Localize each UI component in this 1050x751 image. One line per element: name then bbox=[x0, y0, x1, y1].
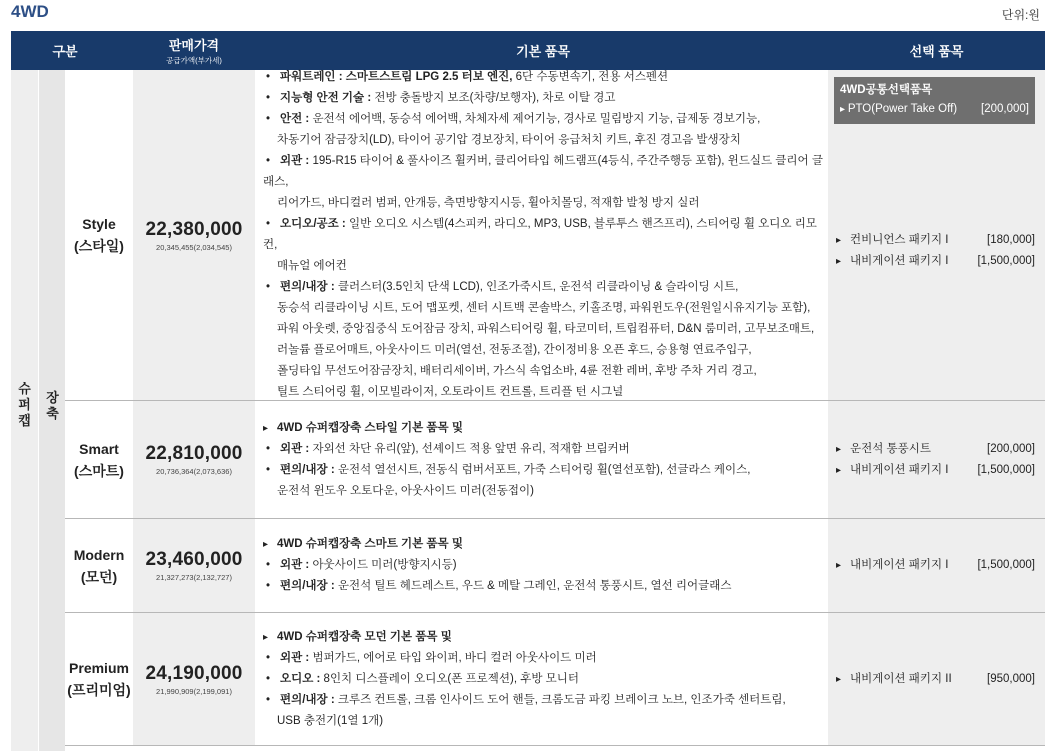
trim-name: Modern (모던) bbox=[73, 546, 125, 585]
option-item: ▸ 내비게이션 패키지 I [1,500,000] bbox=[836, 460, 1035, 481]
basic-item: • 파워트레인 : 스마트스트림 LPG 2.5 터보 엔진, 6단 수동변속기, 전용 서스펜션 bbox=[263, 67, 823, 88]
header-basic: 기본 품목 bbox=[516, 44, 570, 59]
basic-item: ▸ 4WD 슈퍼캡장축 스타일 기본 품목 및 bbox=[263, 418, 823, 439]
trim-row bbox=[65, 401, 1045, 519]
body-length-label: 장 축 bbox=[46, 390, 59, 421]
basic-item: • 지능형 안전 기술 : 전방 충돌방지 보조(차량/보행자), 차로 이탈 경고 bbox=[263, 88, 823, 109]
basic-item: • 오디오 : 8인치 디스플레이 오디오(폰 프로젝션), 후방 모니터 bbox=[263, 669, 823, 690]
basic-item: 운전석 윈도우 오토다운, 아웃사이드 미러(전동접이) bbox=[277, 484, 534, 497]
body-length-column bbox=[38, 70, 65, 751]
trim-price bbox=[133, 519, 255, 612]
page-title: 4WD bbox=[11, 2, 49, 21]
trim-name: Premium (프리미엄) bbox=[67, 660, 131, 698]
header-options: 선택 품목 bbox=[909, 44, 964, 59]
basic-item: • 편의/내장 : 운전석 열선시트, 전동식 럼버서포트, 가죽 스티어링 휠(열선포함), 선글라스 케이스, bbox=[263, 460, 823, 481]
option-item: ▸ 운전석 통풍시트 [200,000] bbox=[836, 439, 1035, 460]
basic-item: • 외관 : 195-R15 타이어 & 풀사이즈 휠커버, 클리어타입 헤드램프(4등식, 주간주행등 포함), 윈드실드 클리어 글래스, bbox=[263, 151, 823, 193]
basic-item: 매뉴얼 에어컨 bbox=[277, 260, 347, 272]
basic-items bbox=[263, 70, 823, 400]
basic-item: • 오디오/공조 : 일반 오디오 시스템(4스피커, 라디오, MP3, USB, 블루투스 핸즈프리), 스티어링 휠 오디오 리모컨, bbox=[263, 214, 823, 256]
trim-name: Style (스타일) bbox=[74, 216, 124, 254]
supply-price: 21,990,909(2,199,091) bbox=[156, 686, 232, 696]
basic-item: ▸ 4WD 슈퍼캡장축 모던 기본 품목 및 bbox=[263, 627, 823, 648]
supply-price: 20,736,364(2,073,636) bbox=[156, 467, 232, 476]
common-option-box bbox=[834, 77, 1035, 124]
trim-row bbox=[65, 613, 1045, 746]
basic-item: • 외관 : 자외선 차단 유리(앞), 선셰이드 적용 앞면 유리, 적재함 브림커버 bbox=[263, 439, 823, 460]
trim-name: Smart (스마트) bbox=[74, 440, 124, 479]
trim-row bbox=[65, 519, 1045, 613]
common-option-title: 4WD공통선택품목 bbox=[840, 84, 933, 96]
basic-item: 리어가드, 바디컬러 범퍼, 안개등, 측면방향지시등, 휠아치몰딩, 적재함 발청 방지 실러 bbox=[277, 197, 700, 209]
basic-item: 틸트 스티어링 휠, 이모빌라이저, 오토라이트 컨트롤, 트리플 턴 시그널 bbox=[277, 386, 624, 398]
option-item: ▸ 내비게이션 패키지 II [950,000] bbox=[836, 669, 1035, 690]
basic-items bbox=[263, 401, 823, 518]
trim-price bbox=[133, 401, 255, 518]
retail-price: 24,190,000 bbox=[145, 662, 243, 684]
basic-item: • 편의/내장 : 운전석 틸트 헤드레스트, 우드 & 메탈 그레인, 운전석 통풍시트, 열선 리어글래스 bbox=[263, 576, 823, 597]
table-header bbox=[11, 31, 1045, 70]
option-item: ▸ 컨비니언스 패키지 I [180,000] bbox=[836, 230, 1035, 251]
option-item: ▸ 내비게이션 패키지 I [1,500,000] bbox=[836, 555, 1035, 576]
basic-item: • 외관 : 아웃사이드 미러(방향지시등) bbox=[263, 555, 823, 576]
basic-item: 러놀륨 플로어매트, 아웃사이드 미러(열선, 전동조절), 간이정비용 오픈 후드, 승용형 연료주입구, bbox=[277, 344, 752, 356]
header-price: 판매가격 공급가액(부가세) bbox=[166, 38, 222, 65]
basic-item: 차동기어 잠금장치(LD), 타이어 공기압 경보장치, 타이어 응급처치 키트, 후진 경고음 발생장치 bbox=[277, 134, 741, 146]
basic-item: 동승석 리클라이닝 시트, 도어 맵포켓, 센터 시트백 콘솔박스, 키홀조명, 파워윈도우(전원일시유지기능 포함), bbox=[277, 302, 811, 314]
basic-item: • 편의/내장 : 클러스터(3.5인치 단색 LCD), 인조가죽시트, 운전석 리클라이닝 & 슬라이딩 시트, bbox=[263, 277, 823, 298]
retail-price: 22,380,000 bbox=[145, 218, 243, 240]
common-option-item: ▸ PTO(Power Take Off) [200,000] bbox=[840, 103, 1029, 115]
trim-price bbox=[133, 613, 255, 745]
basic-item: • 안전 : 운전석 에어백, 동승석 에어백, 차체자세 제어기능, 경사로 밀림방지 기능, 급제동 경보기능, bbox=[263, 109, 823, 130]
basic-item: 폴딩타입 무선도어잠금장치, 배터리세이버, 가스식 속업소바, 4륜 전환 레버, 후방 주차 거리 경고, bbox=[277, 365, 757, 377]
unit-label: 단위:원 bbox=[1001, 8, 1040, 22]
option-items bbox=[828, 519, 1045, 612]
option-item: ▸ 내비게이션 패키지 I [1,500,000] bbox=[836, 251, 1035, 272]
basic-item: ▸ 4WD 슈퍼캡장축 스마트 기본 품목 및 bbox=[263, 534, 823, 555]
retail-price: 22,810,000 bbox=[145, 443, 243, 464]
basic-item: 파워 아웃렛, 중앙집중식 도어잠금 장치, 파워스티어링 휠, 타코미터, 트립컴퓨터, D&N 룸미러, 고무보조매트, bbox=[277, 323, 815, 335]
supply-price: 21,327,273(2,132,727) bbox=[156, 573, 232, 582]
basic-item: • 외관 : 범퍼가드, 에어로 타입 와이퍼, 바디 컬러 아웃사이드 미러 bbox=[263, 648, 823, 669]
cab-type-column bbox=[11, 70, 38, 751]
option-items bbox=[828, 401, 1045, 518]
basic-items bbox=[263, 613, 823, 745]
supply-price: 20,345,455(2,034,545) bbox=[156, 242, 232, 252]
trim-price bbox=[133, 70, 255, 400]
option-items bbox=[828, 613, 1045, 745]
basic-item: USB 충전기(1열 1개) bbox=[277, 714, 384, 727]
basic-items bbox=[263, 519, 823, 612]
cab-type-label: 슈 퍼 캡 bbox=[18, 381, 31, 428]
basic-item: • 편의/내장 : 크루즈 컨트롤, 크롬 인사이드 도어 핸들, 크롬도금 파킹 브레이크 노브, 인조가죽 센터트림, bbox=[263, 690, 823, 711]
retail-price: 23,460,000 bbox=[145, 549, 243, 570]
header-division: 구분 bbox=[52, 44, 78, 59]
